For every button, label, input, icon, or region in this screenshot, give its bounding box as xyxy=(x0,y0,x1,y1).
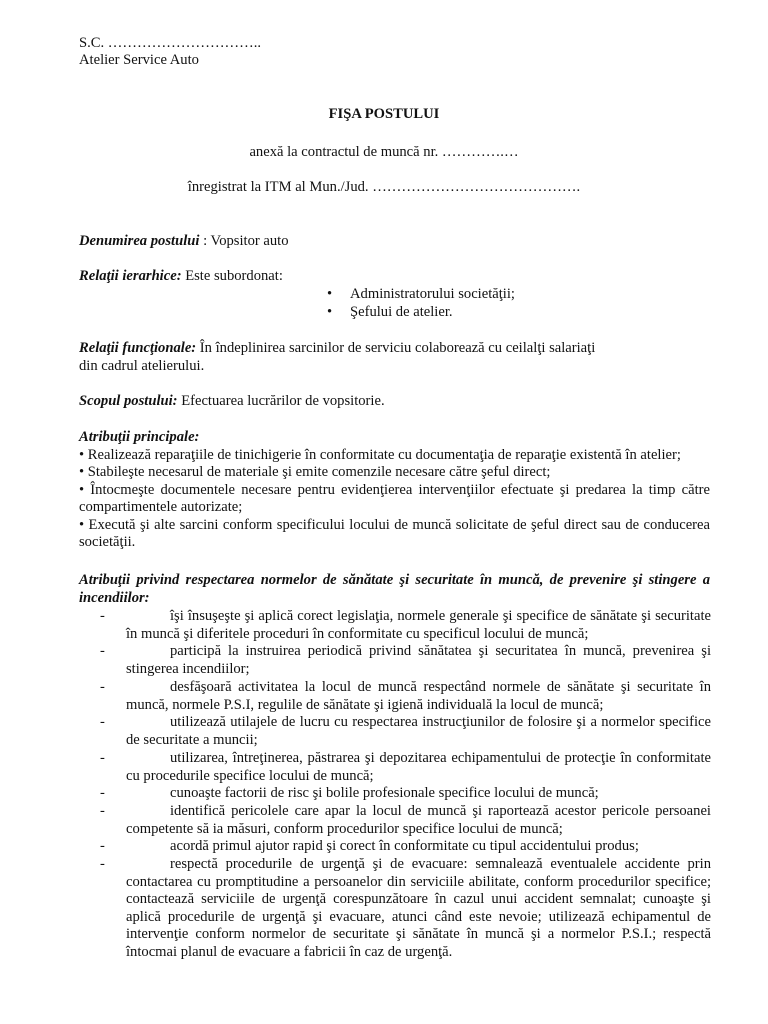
main-duty-item: • Întocmeşte documentele necesare pentru evidenţierea intervenţiilor efectuate şi predarea la timp către compartimentele autorizate; xyxy=(79,481,710,515)
hierarchy-text: Este subordonat: xyxy=(181,268,283,284)
safety-item-text: identifică pericolele care apar la locul de muncă şi raportează acestor pericole persoanei competente să ia măsuri, conform procedurilor specifice locului de muncă; xyxy=(126,803,711,837)
safety-item-text: îşi însuşeşte şi aplică corect legislaţia, normele generale şi specifice de sănătate şi securitate în muncă şi diferitele proceduri în conformitate cu specificul locului de muncă; xyxy=(126,608,711,642)
hierarchy-field xyxy=(79,268,710,286)
safety-section-label: Atribuţii privind respectarea normelor de sănătate şi securitate în muncă, de prevenire şi stingere a incendiilor: xyxy=(79,572,710,606)
functional-text-continued: din cadrul atelierului. xyxy=(79,357,205,374)
dash-marker: - xyxy=(100,785,105,801)
safety-item xyxy=(100,643,711,678)
safety-item-text: utilizează utilajele de lucru cu respectarea instrucţiunilor de folosire şi a normelor specifice de securitate a muncii; xyxy=(126,714,711,748)
scope-text: Efectuarea lucrărilor de vopsitorie. xyxy=(177,393,385,409)
main-duty-item: • Stabileşte necesarul de materiale şi emite comenzile necesare către şeful direct; xyxy=(79,464,551,480)
company-line: S.C. ………………………….. xyxy=(79,35,262,51)
safety-item xyxy=(100,608,711,643)
hierarchy-item-text: Administratorului societăţii; xyxy=(350,286,515,302)
dash-marker: - xyxy=(100,750,105,766)
hierarchy-item-text: Şefului de atelier. xyxy=(350,304,453,320)
safety-item-text: desfăşoară activitatea la locul de muncă respectând normele de sănătate şi securitate în muncă, normele P.S.I, regulile de sănătate şi igienă individuală la locul de muncă; xyxy=(126,679,711,713)
post-name-separator: : xyxy=(199,233,211,249)
dash-marker: - xyxy=(100,838,105,854)
post-name-label: Denumirea postului xyxy=(79,233,200,249)
scope-label: Scopul postului: xyxy=(79,393,178,409)
dash-marker: - xyxy=(100,643,105,659)
dash-marker: - xyxy=(100,803,105,819)
main-duty-item: • Execută şi alte sarcini conform specificului locului de muncă solicitate de şeful direct sau de conducerea societăţii. xyxy=(79,516,710,550)
safety-item xyxy=(100,803,711,838)
dash-marker: - xyxy=(100,714,105,730)
scope-field xyxy=(79,393,710,411)
functional-label: Relaţii funcţionale: xyxy=(79,340,197,356)
safety-item-text: participă la instruirea periodică privind sănătatea şi securitatea în muncă, prevenirea şi stingerea incendiilor; xyxy=(126,643,711,677)
safety-item-text: cunoaşte factorii de risc şi bolile profesionale specifice locului de muncă; xyxy=(170,785,599,801)
post-name-field xyxy=(79,233,710,251)
hierarchy-label: Relaţii ierarhice: xyxy=(79,268,182,284)
functional-text: În îndeplinirea sarcinilor de serviciu colaborează cu ceilalţi salariaţi xyxy=(196,340,596,356)
main-duties-section xyxy=(79,429,710,552)
bullet-icon: • xyxy=(327,304,333,320)
safety-item xyxy=(100,838,711,856)
safety-item xyxy=(100,750,711,785)
dash-marker: - xyxy=(100,856,105,872)
safety-item xyxy=(100,785,711,803)
workshop-name: Atelier Service Auto xyxy=(79,52,199,68)
itm-registration-line: înregistrat la ITM al Mun./Jud. ……………………………………. xyxy=(187,179,581,195)
dash-marker: - xyxy=(100,679,105,695)
safety-item-text: respectă procedurile de urgenţă şi de evacuare: semnalează eventualele accidente prin contactarea cu promptitudine a persoanelor din serviciile abilitate, conform procedurilor specifice; contactează serviciile de urgenţă corespunzătoare în cazul unui accident semnalat; cunoaşte şi aplică procedurile de urgenţă şi evacuare, atunci când este nevoie; utilizează echipamentul de intervenţie conform normelor de securitate şi sănătate în muncă şi a normelor P.S.I.; respectă întocmai planul de evacuare a fabricii în caz de urgenţă. xyxy=(126,856,711,960)
main-duties-label: Atribuţii principale: xyxy=(79,429,200,445)
safety-item-text: acordă primul ajutor rapid şi corect în conformitate cu tipul accidentului produs; xyxy=(170,838,639,854)
document-title: FIŞA POSTULUI xyxy=(328,106,440,122)
safety-item-text: utilizarea, întreţinerea, păstrarea şi depozitarea echipamentului de protecţie în conformitate cu procedurile specifice locului de muncă; xyxy=(126,750,711,784)
safety-item xyxy=(100,856,711,961)
functional-relations xyxy=(79,340,710,375)
main-duty-item: • Realizează reparaţiile de tinichigerie în conformitate cu documentaţia de reparaţie existentă în atelier; xyxy=(79,446,681,463)
annex-line: anexă la contractul de muncă nr. ………….… xyxy=(249,144,519,160)
safety-item xyxy=(100,714,711,749)
bullet-icon: • xyxy=(327,286,333,302)
safety-item xyxy=(100,679,711,714)
post-name-value: Vopsitor auto xyxy=(210,233,289,249)
dash-marker: - xyxy=(100,608,105,624)
